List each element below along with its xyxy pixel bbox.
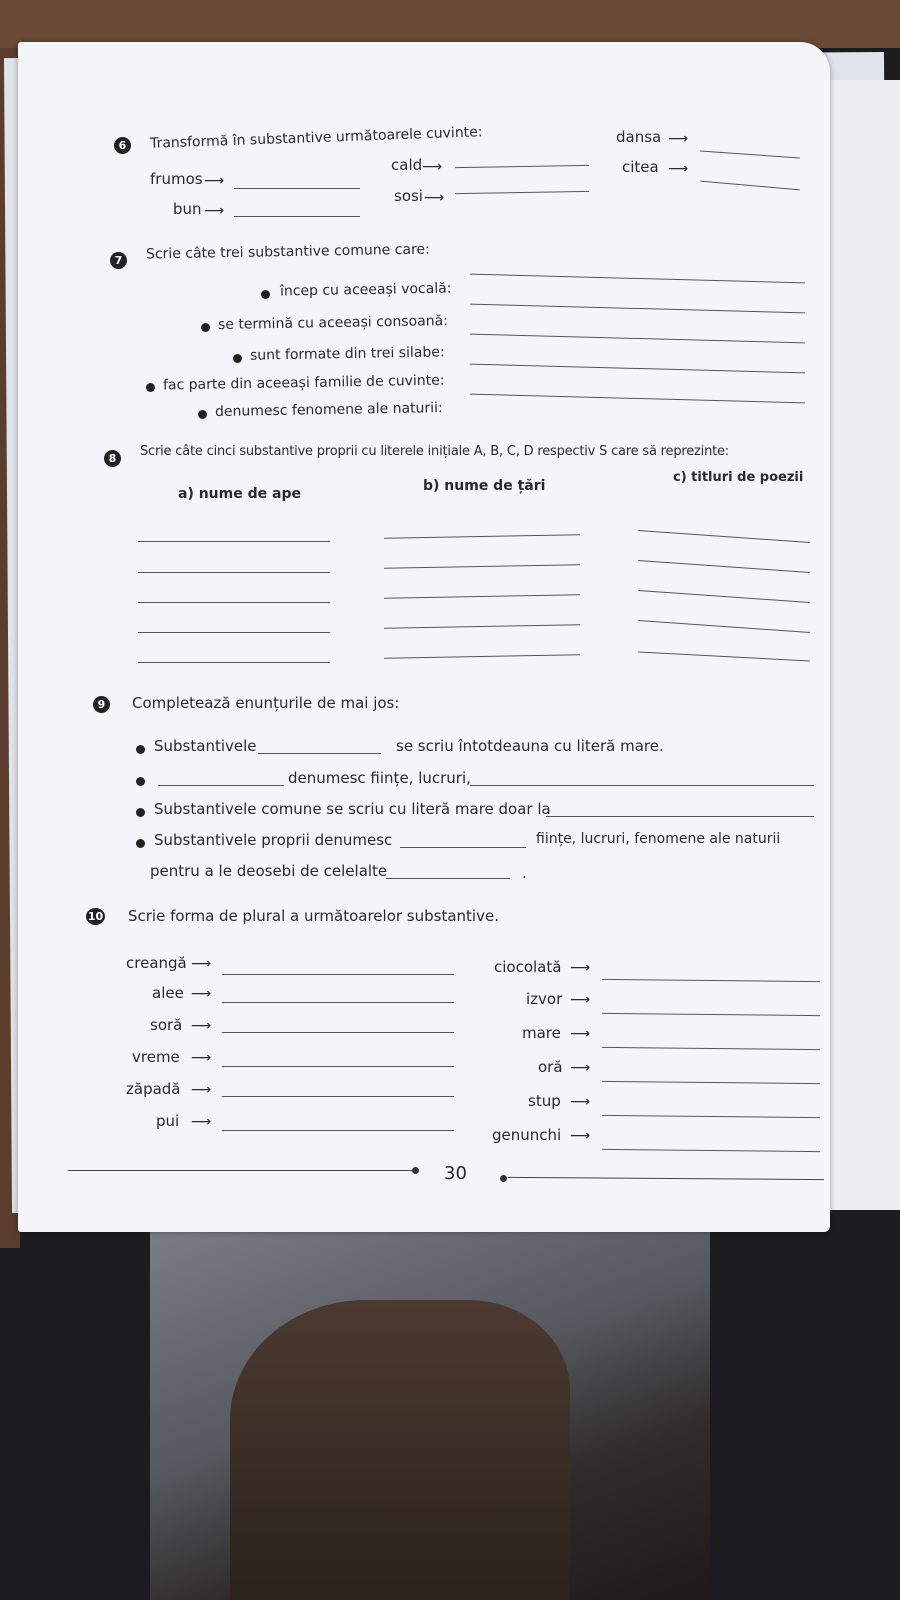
arrow-icon: ⟶ [668, 131, 689, 147]
exercise-8-number: 8 [104, 450, 121, 467]
ex6-word-dansa: dansa [616, 128, 662, 146]
footer-dot-left [412, 1167, 419, 1174]
ex9-s3: Substantivele comune se scriu cu literă mare doar la [154, 800, 551, 818]
footer-dot-right [500, 1175, 507, 1182]
bullet [146, 383, 155, 392]
bullet [136, 745, 145, 754]
arrow-icon: ⟶ [570, 960, 591, 976]
exercise-7-number: 7 [110, 252, 127, 269]
answer-line[interactable] [138, 572, 330, 573]
exercise-8-instruction: Scrie câte cinci substantive proprii cu literele inițiale A, B, C, D respectiv S care să reprezinte: [140, 444, 729, 459]
answer-line[interactable] [158, 785, 284, 786]
answer-line[interactable] [138, 632, 330, 633]
ex7-item-4: fac parte din aceeași familie de cuvinte: [162, 372, 445, 394]
wooden-table-background [0, 0, 900, 48]
exercise-9-instruction: Completează enunțurile de mai jos: [132, 694, 400, 712]
arrow-icon: ⟶ [570, 992, 591, 1008]
answer-line[interactable] [138, 662, 330, 663]
ex10-left-word: alee [152, 984, 184, 1002]
arrow-icon: ⟶ [424, 190, 445, 206]
answer-line[interactable] [384, 594, 580, 598]
answer-line[interactable] [455, 191, 589, 194]
arrow-icon: ⟶ [191, 956, 212, 972]
answer-line[interactable] [258, 753, 381, 754]
footer-rule-left [68, 1170, 414, 1171]
arrow-icon: ⟶ [668, 161, 689, 177]
workbook-page [18, 42, 830, 1232]
ex7-item-2: se termină cu aceeași consoană: [217, 312, 449, 334]
ex9-s5: pentru a le deosebi de celelalte [150, 862, 388, 880]
answer-line[interactable] [400, 847, 526, 848]
exercise-9-number: 9 [93, 696, 110, 713]
ex8-column-b: b) nume de țări [423, 478, 546, 494]
answer-line[interactable] [602, 1081, 820, 1084]
answer-line[interactable] [602, 1047, 820, 1050]
ex10-right-word: mare [522, 1024, 561, 1042]
ex7-item-1: încep cu aceeași vocală: [279, 280, 452, 300]
answer-line[interactable] [384, 654, 580, 658]
arrow-icon: ⟶ [191, 1082, 212, 1098]
answer-line[interactable] [602, 1115, 820, 1118]
answer-line[interactable] [638, 560, 810, 573]
page-stack-right [830, 80, 900, 1210]
answer-line[interactable] [222, 1096, 454, 1097]
arrow-icon: ⟶ [204, 173, 225, 189]
ex10-left-word: pui [156, 1112, 180, 1130]
answer-line[interactable] [470, 785, 814, 786]
answer-line[interactable] [638, 620, 810, 633]
ex9-s1-end: se scriu întotdeauna cu literă mare. [396, 737, 664, 755]
exercise-7-instruction: Scrie câte trei substantive comune care: [145, 241, 430, 263]
ex10-left-word: soră [150, 1016, 183, 1034]
answer-line[interactable] [470, 334, 805, 344]
ex8-column-a: a) nume de ape [178, 486, 301, 502]
arrow-icon: ⟶ [191, 1050, 212, 1066]
answer-line[interactable] [638, 590, 810, 603]
answer-line[interactable] [384, 534, 580, 538]
ex9-s1-start: Substantivele [154, 737, 257, 755]
ex9-s4-start: Substantivele proprii denumesc [154, 831, 393, 849]
exercise-6-number: 6 [114, 137, 131, 154]
ex6-word-citea: citea [622, 158, 659, 176]
answer-line[interactable] [546, 816, 814, 817]
ex6-word-sosi: sosi [394, 187, 423, 205]
answer-line[interactable] [455, 165, 589, 168]
answer-line[interactable] [384, 564, 580, 568]
ex6-word-cald: cald [391, 156, 423, 174]
ex10-right-word: oră [538, 1058, 563, 1076]
ex9-s2: denumesc ființe, lucruri, [288, 769, 471, 787]
exercise-10-instruction: Scrie forma de plural a următoarelor substantive. [128, 907, 499, 925]
ex10-right-word: ciocolată [494, 958, 562, 976]
answer-line[interactable] [700, 181, 800, 191]
arrow-icon: ⟶ [570, 1026, 591, 1042]
bullet [136, 839, 145, 848]
ex10-left-word: creangă [126, 954, 187, 972]
ex10-left-word: zăpadă [126, 1080, 181, 1098]
answer-line[interactable] [470, 364, 805, 374]
ex10-right-word: izvor [526, 990, 563, 1008]
blanket-fold [230, 1300, 570, 1600]
ex10-right-word: stup [528, 1092, 561, 1110]
arrow-icon: ⟶ [422, 159, 443, 175]
answer-line[interactable] [602, 1149, 820, 1152]
answer-line[interactable] [222, 1066, 454, 1067]
ex10-left-word: vreme [132, 1048, 180, 1066]
ex9-s4-end: ființe, lucruri, fenomene ale naturii [536, 831, 781, 847]
answer-line[interactable] [222, 974, 454, 975]
answer-line[interactable] [470, 304, 805, 314]
answer-line[interactable] [602, 979, 820, 982]
arrow-icon: ⟶ [204, 203, 225, 219]
ex7-item-5: denumesc fenomene ale naturii: [214, 400, 443, 420]
arrow-icon: ⟶ [191, 1114, 212, 1130]
bullet [261, 290, 270, 299]
answer-line[interactable] [470, 394, 805, 404]
arrow-icon: ⟶ [570, 1060, 591, 1076]
ex6-word-bun: bun [173, 200, 202, 218]
bullet [136, 808, 145, 817]
answer-line[interactable] [386, 878, 510, 879]
ex10-right-word: genunchi [492, 1126, 562, 1144]
answer-line[interactable] [222, 1002, 454, 1003]
answer-line[interactable] [602, 1013, 820, 1016]
footer-rule-right [508, 1177, 824, 1180]
answer-line[interactable] [138, 541, 330, 542]
answer-line[interactable] [638, 530, 810, 543]
bullet [136, 777, 145, 786]
arrow-icon: ⟶ [570, 1094, 591, 1110]
answer-line[interactable] [700, 151, 800, 159]
answer-line[interactable] [384, 624, 580, 628]
answer-line[interactable] [234, 216, 360, 217]
answer-line[interactable] [222, 1130, 454, 1131]
answer-line[interactable] [222, 1032, 454, 1033]
ex6-word-frumos: frumos [150, 170, 203, 188]
exercise-6-instruction: Transformă în substantive următoarele cuvinte: [149, 124, 483, 152]
arrow-icon: ⟶ [191, 986, 212, 1002]
answer-line[interactable] [470, 274, 805, 284]
ex9-s5-end: . [522, 864, 527, 882]
ex7-item-3: sunt formate din trei silabe: [249, 344, 445, 364]
answer-line[interactable] [638, 651, 810, 661]
arrow-icon: ⟶ [570, 1128, 591, 1144]
bullet [233, 354, 242, 363]
ex8-column-c: c) titluri de poezii [673, 470, 804, 485]
arrow-icon: ⟶ [191, 1018, 212, 1034]
exercise-10-number: 10 [87, 910, 104, 923]
page-number: 30 [444, 1163, 467, 1184]
answer-line[interactable] [138, 602, 330, 603]
bullet [201, 323, 210, 332]
bullet [198, 410, 207, 419]
answer-line[interactable] [234, 188, 360, 189]
